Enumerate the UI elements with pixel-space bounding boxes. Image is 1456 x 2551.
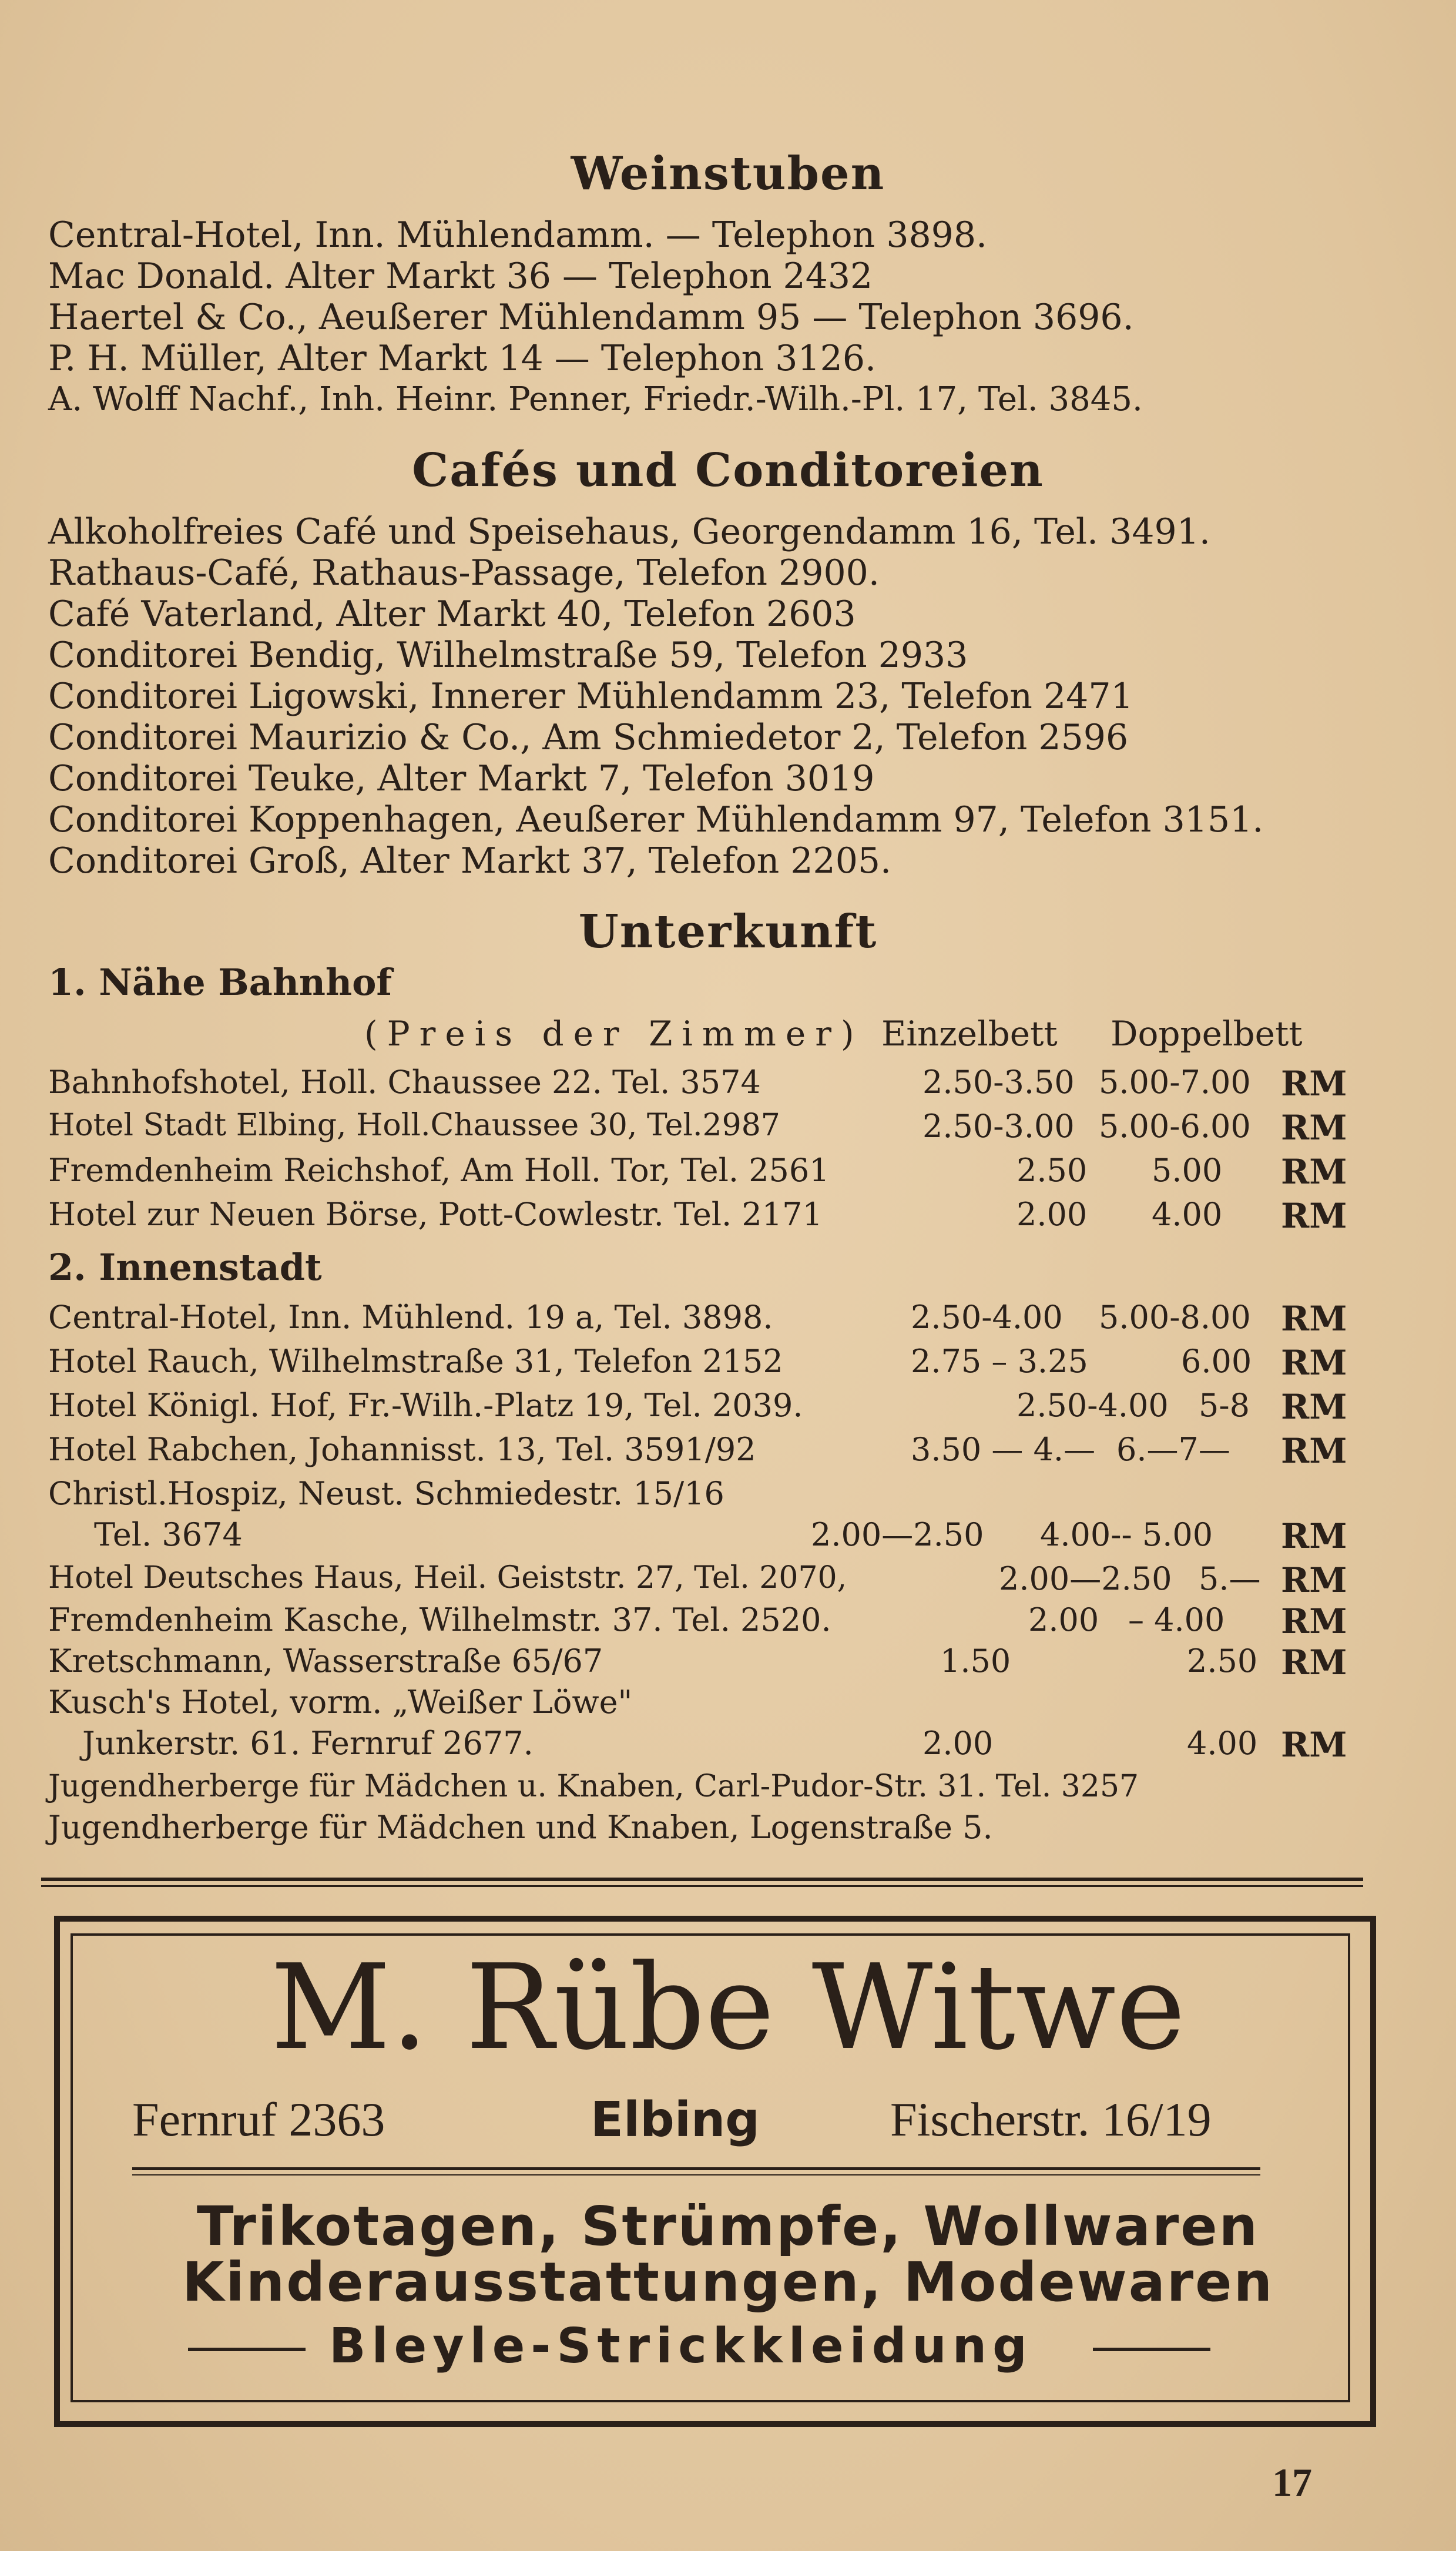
- list-item: Conditorei Bendig, Wilhelmstraße 59, Telefon 2933: [48, 635, 968, 676]
- list-item: Conditorei Koppenhagen, Aeußerer Mühlendamm 97, Telefon 3151.: [48, 799, 1264, 840]
- list-item: A. Wolff Nachf., Inh. Heinr. Penner, Friedr.-Wilh.-Pl. 17, Tel. 3845.: [48, 380, 1143, 418]
- table-cell-single: 2.50-4.00: [1016, 1387, 1169, 1424]
- table-cell-double: 4.00: [1152, 1196, 1223, 1233]
- table-cell-unit: RM: [1281, 1064, 1347, 1104]
- divider: [132, 2167, 1260, 2170]
- table-row-name: Central-Hotel, Inn. Mühlend. 19 a, Tel. 3898.: [48, 1299, 773, 1336]
- section-title-cafes: Cafés und Conditoreien: [412, 444, 1044, 497]
- advertiser-products-2: Kinderausstattungen, Modewaren: [182, 2251, 1274, 2314]
- table-cell-double: 5.—: [1199, 1560, 1261, 1597]
- table-row-name: Fremdenheim Reichshof, Am Holl. Tor, Tel. 2561: [48, 1152, 830, 1189]
- table-row-name: Fremdenheim Kasche, Wilhelmstr. 37. Tel. 2520.: [48, 1601, 831, 1638]
- table-cell-single: 1.50: [940, 1642, 1011, 1680]
- advertiser-phone: Fernruf 2363: [132, 2093, 385, 2146]
- table-row-name: Hotel Rabchen, Johannisst. 13, Tel. 3591/92: [48, 1431, 756, 1468]
- table-cell-unit: RM: [1281, 1560, 1347, 1600]
- table-cell-double: 5.00-8.00: [1099, 1299, 1251, 1336]
- table-row-name: Junkerstr. 61. Fernruf 2677.: [82, 1725, 534, 1762]
- table-cell-single: 2.00: [922, 1725, 994, 1762]
- table-cell-double: – 4.00: [1128, 1601, 1225, 1638]
- table-cell-double: 4.00: [1187, 1725, 1258, 1762]
- table-cell-single: 2.00—2.50: [811, 1516, 984, 1553]
- list-item: Conditorei Ligowski, Innerer Mühlendamm 23, Telefon 2471: [48, 676, 1133, 717]
- table-cell-single: 2.00: [1016, 1196, 1088, 1233]
- list-item: Jugendherberge für Mädchen und Knaben, Logenstraße 5.: [48, 1809, 993, 1846]
- table-cell-single: 3.50 — 4.—: [911, 1431, 1096, 1468]
- section-title-weinstuben: Weinstuben: [571, 147, 885, 200]
- list-item: Conditorei Teuke, Alter Markt 7, Telefon 3019: [48, 758, 875, 799]
- table-cell-double: 5.00-6.00: [1099, 1108, 1251, 1145]
- table-cell-single: 2.50-4.00: [911, 1299, 1063, 1336]
- table-cell-single: 2.00: [1028, 1601, 1099, 1638]
- table-cell-single: 2.50-3.50: [922, 1064, 1075, 1101]
- column-header-single: Einzelbett: [881, 1014, 1058, 1054]
- list-item: Jugendherberge für Mädchen u. Knaben, Carl-Pudor-Str. 31. Tel. 3257: [48, 1769, 1139, 1804]
- table-cell-double: 6.00: [1181, 1343, 1252, 1380]
- table-cell-unit: RM: [1281, 1343, 1347, 1383]
- advertiser-products-1: Trikotagen, Strümpfe, Wollwaren: [196, 2195, 1260, 2258]
- table-cell-unit: RM: [1281, 1431, 1347, 1471]
- table-cell-unit: RM: [1281, 1196, 1347, 1236]
- price-label: (Preis der Zimmer): [364, 1014, 864, 1054]
- list-item: Alkoholfreies Café und Speisehaus, Georgendamm 16, Tel. 3491.: [48, 511, 1210, 552]
- table-cell-double: 4.00-- 5.00: [1040, 1516, 1213, 1553]
- subsection-title: 1. Nähe Bahnhof: [48, 961, 392, 1004]
- table-cell-unit: RM: [1281, 1299, 1347, 1339]
- table-row-name: Tel. 3674: [94, 1516, 243, 1553]
- table-row-name: Christl.Hospiz, Neust. Schmiedestr. 15/16: [48, 1475, 724, 1512]
- list-item: Haertel & Co., Aeußerer Mühlendamm 95 — Telephon 3696.: [48, 297, 1134, 338]
- divider: [132, 2174, 1260, 2175]
- column-header-double: Doppelbett: [1111, 1014, 1303, 1054]
- list-item: Rathaus-Café, Rathaus-Passage, Telefon 2900.: [48, 552, 880, 594]
- table-row-name: Kusch's Hotel, vorm. „Weißer Löwe": [48, 1684, 633, 1721]
- subsection-title: 2. Innenstadt: [48, 1246, 322, 1289]
- divider: [188, 2348, 306, 2351]
- table-cell-unit: RM: [1281, 1725, 1347, 1765]
- table-row-name: Hotel Königl. Hof, Fr.-Wilh.-Platz 19, Tel. 2039.: [48, 1387, 803, 1424]
- table-row-name: Kretschmann, Wasserstraße 65/67: [48, 1642, 603, 1680]
- list-item: Mac Donald. Alter Markt 36 — Telephon 2432: [48, 256, 873, 297]
- table-cell-unit: RM: [1281, 1601, 1347, 1641]
- table-row-name: Hotel zur Neuen Börse, Pott-Cowlestr. Tel. 2171: [48, 1196, 823, 1233]
- table-row-name: Hotel Deutsches Haus, Heil. Geiststr. 27, Tel. 2070,: [48, 1560, 847, 1595]
- section-title-unterkunft: Unterkunft: [578, 905, 878, 958]
- table-row-name: Bahnhofshotel, Holl. Chaussee 22. Tel. 3574: [48, 1064, 761, 1101]
- table-cell-single: 2.50-3.00: [922, 1108, 1075, 1145]
- table-cell-double: 5.00: [1152, 1152, 1223, 1189]
- table-cell-unit: RM: [1281, 1516, 1347, 1556]
- divider: [1093, 2348, 1210, 2351]
- divider: [41, 1878, 1363, 1881]
- table-cell-single: 2.75 – 3.25: [911, 1343, 1088, 1380]
- advertiser-city: Elbing: [591, 2092, 760, 2148]
- table-row-name: Hotel Stadt Elbing, Holl.Chaussee 30, Tel.2987: [48, 1108, 780, 1143]
- list-item: Café Vaterland, Alter Markt 40, Telefon 2603: [48, 594, 856, 635]
- table-row-name: Hotel Rauch, Wilhelmstraße 31, Telefon 2152: [48, 1343, 783, 1380]
- list-item: Central-Hotel, Inn. Mühlendamm. — Telephon 3898.: [48, 214, 988, 256]
- advertiser-address: Fischerstr. 16/19: [890, 2093, 1212, 2146]
- page-number: 17: [1272, 2460, 1312, 2505]
- table-cell-unit: RM: [1281, 1642, 1347, 1682]
- list-item: Conditorei Maurizio & Co., Am Schmiedetor 2, Telefon 2596: [48, 717, 1129, 758]
- table-cell-unit: RM: [1281, 1108, 1347, 1148]
- table-cell-double: 5.00-7.00: [1099, 1064, 1251, 1101]
- table-cell-double: 2.50: [1187, 1642, 1258, 1680]
- table-cell-single: 2.00—2.50: [999, 1560, 1172, 1597]
- divider: [41, 1885, 1363, 1887]
- list-item: P. H. Müller, Alter Markt 14 — Telephon 3126.: [48, 338, 877, 379]
- table-cell-unit: RM: [1281, 1387, 1347, 1427]
- table-cell-unit: RM: [1281, 1152, 1347, 1192]
- advertiser-brand: Bleyle-Strickkleidung: [329, 2318, 1033, 2374]
- table-cell-double: 6.—7—: [1116, 1431, 1230, 1468]
- list-item: Conditorei Groß, Alter Markt 37, Telefon 2205.: [48, 840, 892, 881]
- table-cell-single: 2.50: [1016, 1152, 1088, 1189]
- table-cell-double: 5-8: [1199, 1387, 1250, 1424]
- advertiser-name: M. Rübe Witwe: [270, 1939, 1186, 2076]
